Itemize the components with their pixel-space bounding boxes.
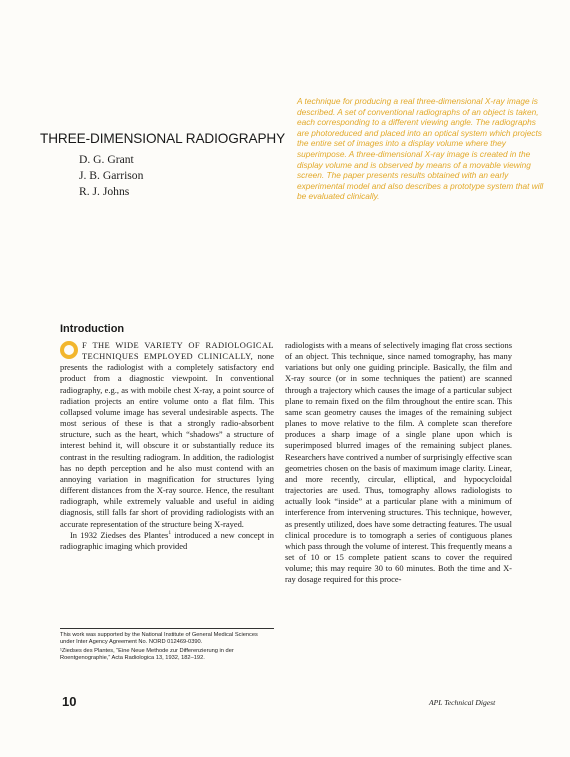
paragraph-text: In 1932 Ziedses des Plantes	[70, 529, 169, 540]
author-list	[79, 152, 143, 200]
author-name: R. J. Johns	[79, 185, 130, 198]
footnote: ¹Ziedses des Plantes, “Eine Neue Methode zur Differenzierung in der Roentgenographie,” Acta Radiologica 13, 1932, 182–192.	[60, 647, 234, 662]
paragraph-text: radiologists with a means of selectively imaging flat cross sections of an object. This technique, since named tomography, has many variations but only one guiding principle. Basically, the film and X-ray source (or in some techniques the patient) are scanned through a trajectory which causes the image of a particular subject plane to remain fixed on the film throughout the entire scan. This same scan geometry causes the images of the remaining subject planes to move relative to the film. A complete scan therefore produces a sharp image of a single plane upon which is superimposed blurred images of the remaining subject planes. Researchers have contrived a number of surprisingly effective scan geometries chosen on the basis of maximum image clarity. Linear, and more recently, circular, elliptical, and hypocycloidal trajectories are used. Thus, tomography allows radiologists to actually look “inside” at a particular plane with a minimum of interference from intervening structures. This technique, however, as presently utilized, does have some detracting features. The usual clinical procedure is to tomograph a series of contiguous planes which pass through the volume of interest. This frequently means a set of 10 or 15 complete patient scans to cover the required volume; this may require 30 to 60 minutes. Both the time and X-ray dosage required for this proce-	[285, 340, 512, 585]
left-column	[60, 340, 274, 552]
abstract: A technique for producing a real three-dimensional X-ray image is described. A set of conventional radiographs of an object is taken, each corresponding to a different viewing angle. The radiographs are photoreduced and placed into an optical system which projects the entire set of images into a display volume where they superimpose. A three-dimensional X-ray image is created in the display volume and is observed by means of a movable viewing screen. The paper presents results obtained with an early experimental model and also describes a prototype system that will be evaluated clinically.	[297, 96, 544, 202]
footnote-ref: 1	[168, 529, 172, 536]
footnote: This work was supported by the National Institute of General Medical Sciences under Inter Agency Agreement No. NORD 012469-0390.	[60, 632, 258, 646]
lead-in-caps: F THE WIDE VARIETY OF RADIOLOGICAL TECHNIQUES EMPLOYED CLINICALLY,	[82, 340, 274, 362]
author-name: J. B. Garrison	[79, 169, 144, 182]
footnote-divider	[60, 628, 274, 629]
page-number: 10	[62, 694, 77, 709]
paragraph-text: introduced a new concept in radiographic imaging which provided	[60, 529, 274, 551]
footnotes	[60, 632, 274, 664]
right-column	[285, 340, 512, 585]
paragraph-text: none presents the radiologist with a completely satisfactory end product from a diagnostic viewpoint. In conventional radiography, e.g., as with mobile chest X-ray, a point source of radiation projects an entire volume onto a flat film. This collapsed volume image has several undesirable aspects. The most serious of these is that a strongly radio-absorbent structure, such as the heart, which “shadows” a structure of interest behind it, will obscure it or substantially reduce its contrast in the resulting radiogram. In addition, the radiologist has no depth perception and he also must contend with an annoying variation in magnification for structures lying different distances from the X-ray source. Hence, the resultant radiograph, while extremely valuable and useful in aiding diagnosis, still falls far short of providing radiologists with an accurate representation of the structure being X-rayed.	[60, 351, 274, 529]
article-title: THREE-DIMENSIONAL RADIOGRAPHY	[40, 131, 286, 146]
journal-name: APL Technical Digest	[429, 698, 496, 707]
paragraph	[60, 340, 274, 530]
drop-cap-o-icon	[60, 341, 78, 359]
paragraph	[60, 530, 274, 552]
author-name: D. G. Grant	[79, 153, 134, 166]
section-heading: Introduction	[60, 323, 125, 335]
